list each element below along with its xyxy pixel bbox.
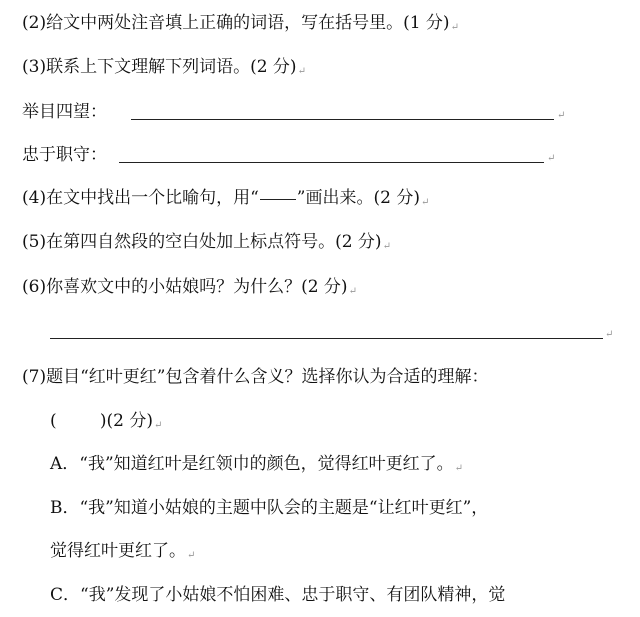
paragraph-mark-icon: ↵: [450, 22, 459, 33]
question-5-text: (5)在第四自然段的空白处加上标点符号。(2 分): [22, 232, 382, 252]
paragraph-mark-icon: ↵: [547, 153, 556, 164]
option-a: [50, 453, 640, 480]
option-c: [50, 584, 640, 606]
option-b-text-1: B．“我”知道小姑娘的主题中队会的主题是“让红叶更红”，: [50, 498, 489, 518]
answer-line-question-6[interactable]: [50, 338, 603, 339]
question-7-text: (7)题目“红叶更红”包含着什么含义？选择你认为合适的理解：: [22, 367, 489, 387]
paragraph-mark-icon: ↵: [605, 329, 614, 340]
term-2-label: 忠于职守：: [22, 145, 107, 165]
paragraph-mark-icon: ↵: [153, 420, 163, 431]
question-4: [22, 187, 640, 214]
option-b-line-2: [50, 540, 640, 567]
answer-parenthesis: ( )(2 分): [50, 411, 153, 431]
option-c-text: C．“我”发现了小姑娘不怕困难、忠于职守、有团队精神，觉: [50, 585, 506, 605]
term-1-label: 举目四望：: [22, 102, 107, 122]
paragraph-mark-icon: ↵: [557, 110, 566, 121]
option-b-text-2: 觉得红叶更红了。: [50, 541, 186, 561]
paragraph-mark-icon: ↵: [382, 241, 391, 252]
question-2-text: (2)给文中两处注音填上正确的词语，写在括号里。(1 分): [22, 13, 450, 33]
answer-line-term-2[interactable]: [119, 162, 544, 163]
option-b-line-1: [50, 497, 640, 519]
question-2: [22, 12, 640, 39]
question-3-text: (3)联系上下文理解下列词语。(2 分): [22, 57, 297, 77]
paragraph-mark-icon: ↵: [297, 66, 306, 77]
question-3: [22, 56, 640, 83]
paragraph-mark-icon: ↵: [348, 286, 357, 297]
question-6: [22, 276, 640, 303]
question-6-text: (6)你喜欢文中的小姑娘吗？为什么？(2 分): [22, 277, 348, 297]
option-a-text: A．“我”知道红叶是红领巾的颜色，觉得红叶更红了。: [50, 454, 454, 474]
paragraph-mark-icon: ↵: [454, 463, 464, 474]
answer-line-term-1[interactable]: [131, 119, 554, 120]
question-7: [22, 366, 640, 388]
paragraph-mark-icon: ↵: [420, 197, 430, 208]
underline-sample: [260, 199, 296, 200]
question-7-blank[interactable]: [50, 410, 640, 437]
question-4-text-before: (4)在文中找出一个比喻句，用“: [22, 188, 259, 208]
paragraph-mark-icon: ↵: [187, 550, 196, 561]
question-4-text-after: ”画出来。(2 分): [296, 188, 420, 208]
question-5: [22, 231, 640, 258]
